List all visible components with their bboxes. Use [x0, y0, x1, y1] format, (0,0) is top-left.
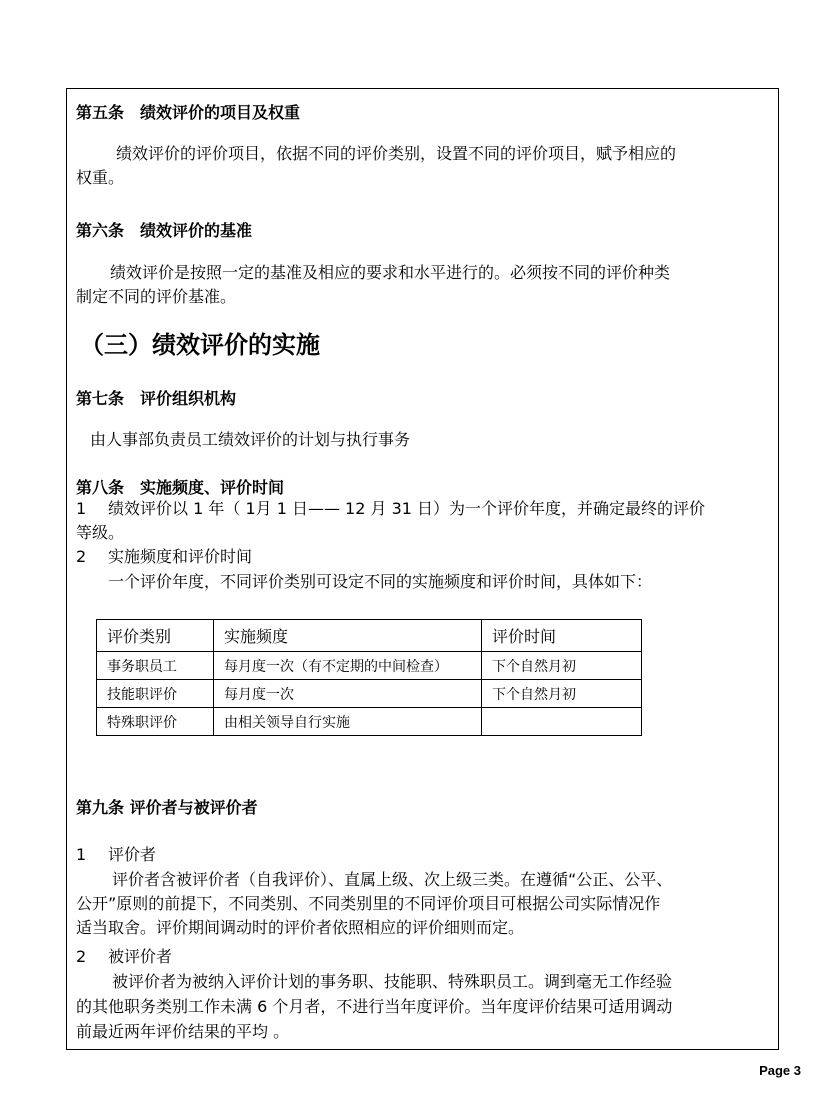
list-number: 1	[76, 845, 87, 864]
table-cell: 下个自然月初	[482, 652, 642, 680]
article-6-title: 第六条 绩效评价的基准	[76, 221, 253, 240]
article-8-title: 第八条 实施频度、评价时间	[76, 478, 285, 497]
section-heading: （三）绩效评价的实施	[80, 331, 320, 359]
table-header-row	[97, 620, 642, 652]
table-cell: 每月度一次（有不定期的中间检查）	[214, 652, 482, 680]
article-8-item-2-line-1: 一个评价年度，不同评价类别可设定不同的实施频度和评价时间，具体如下：	[108, 572, 653, 591]
article-7-title: 第七条 评价组织机构	[76, 389, 237, 408]
table-cell: 下个自然月初	[482, 680, 642, 708]
table-cell: 技能职评价	[97, 680, 214, 708]
article-5-title: 第五条 绩效评价的项目及权重	[76, 103, 301, 122]
article-5-line-1: 绩效评价的评价项目，依据不同的评价类别，设置不同的评价项目，赋予相应的	[116, 144, 677, 163]
table-cell: 每月度一次	[214, 680, 482, 708]
article-9-item-2-line-1: 被评价者为被纳入评价计划的事务职、技能职、特殊职员工。调到毫无工作经验	[112, 972, 673, 991]
article-9-item-2-line-3: 前最近两年评价结果的平均 。	[76, 1022, 290, 1041]
article-5-line-2: 权重。	[76, 168, 125, 187]
table-row	[97, 708, 642, 736]
article-6-line-1: 绩效评价是按照一定的基准及相应的要求和水平进行的。必须按不同的评价种类	[110, 263, 671, 282]
table-header-cell: 实施频度	[214, 620, 482, 652]
article-9-item-1-line-1: 评价者含被评价者（自我评价）、直属上级、次上级三类。在遵循“公正、公平、	[112, 870, 673, 889]
article-9-item-1-line-2: 公开”原则的前提下，不同类别、不同类别里的不同评价项目可根据公司实际情况作	[76, 894, 661, 913]
article-9-item-1-line-3: 适当取舍。评价期间调动时的评价者依照相应的评价细则而定。	[76, 918, 525, 937]
article-9-item-2-line-2: 的其他职务类别工作未满 6 个月者，不进行当年度评价。当年度评价结果可适用调动	[76, 997, 673, 1016]
table-cell: 由相关领导自行实施	[214, 708, 482, 736]
schedule-table	[96, 619, 642, 736]
table-row	[97, 652, 642, 680]
article-9-title: 第九条 评价者与被评价者	[76, 798, 258, 817]
table-cell: 事务职员工	[97, 652, 214, 680]
article-8-item-1-line-1: 绩效评价以 1 年（ 1月 1 日—— 12 月 31 日）为一个评价年度，并确定最终的评价	[108, 499, 706, 518]
list-number: 2	[76, 547, 87, 566]
table-header-cell: 评价类别	[97, 620, 214, 652]
list-number: 2	[76, 947, 87, 966]
list-number: 1	[76, 499, 87, 518]
article-7-line-1: 由人事部负责员工绩效评价的计划与执行事务	[90, 430, 411, 449]
article-6-line-2: 制定不同的评价基准。	[76, 287, 237, 306]
page-number: Page 3	[759, 1063, 801, 1078]
table-cell: 特殊职评价	[97, 708, 214, 736]
table-header-cell: 评价时间	[482, 620, 642, 652]
table-row	[97, 680, 642, 708]
table-cell	[482, 708, 642, 736]
article-8-item-1-line-2: 等级。	[76, 523, 125, 542]
article-8-item-2-title: 实施频度和评价时间	[108, 547, 253, 566]
article-9-item-2-title: 被评价者	[108, 947, 173, 966]
article-9-item-1-title: 评价者	[108, 845, 157, 864]
